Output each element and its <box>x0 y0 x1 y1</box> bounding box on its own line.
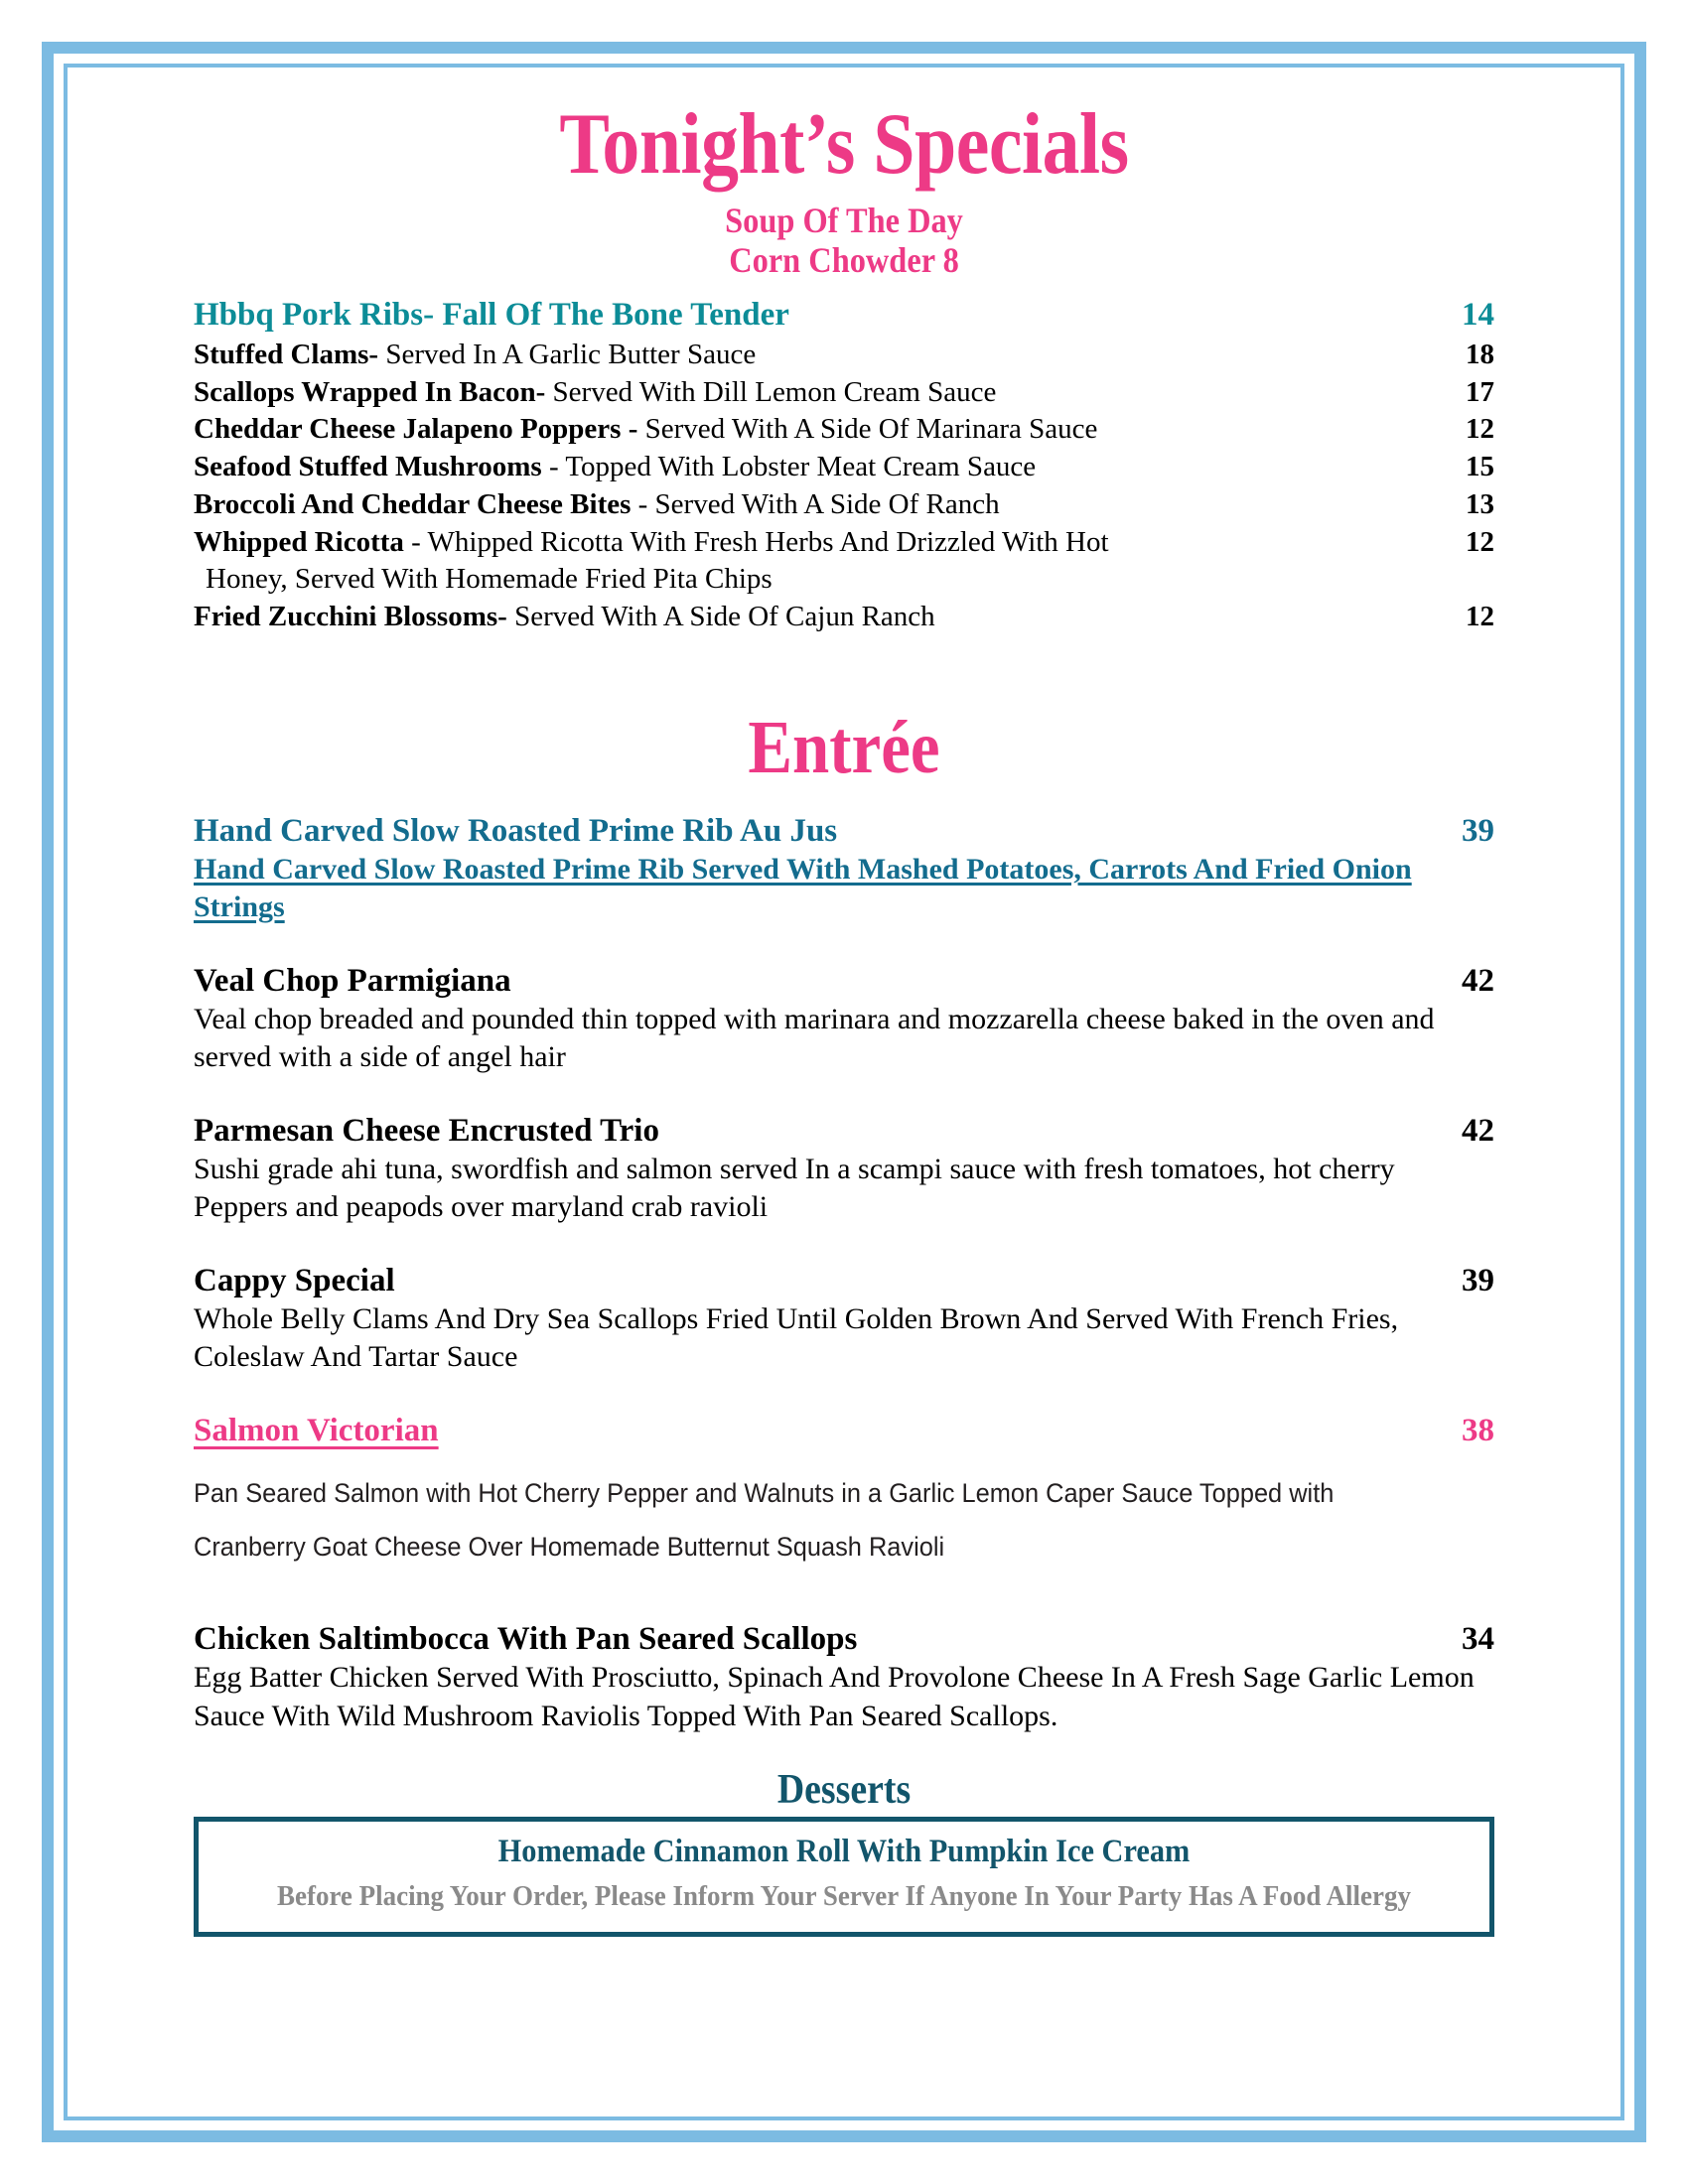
appetizer-row <box>194 449 1494 486</box>
entree-item <box>194 1111 1494 1227</box>
menu-content <box>79 75 1609 2109</box>
appetizer-description-continued: Honey, Served With Homemade Fried Pita Chips <box>206 563 773 596</box>
appetizer-list <box>194 294 1494 635</box>
soup-of-the-day-label: Soup Of The Day <box>725 200 963 240</box>
appetizer-description: Served With A Side Of Marinara Sauce <box>637 413 1098 446</box>
entree-price: 38 <box>1462 1412 1494 1448</box>
appetizer-name: Broccoli And Cheddar Cheese Bites <box>194 487 632 520</box>
entree-price: 42 <box>1462 962 1494 999</box>
appetizer-row <box>194 374 1494 412</box>
appetizer-description: - Served With A Side Of Ranch <box>631 487 1000 520</box>
entree-name: Salmon Victorian <box>194 1412 439 1448</box>
appetizer-text <box>194 524 1425 562</box>
appetizer-row <box>194 486 1494 524</box>
appetizer-name: Seafood Stuffed Mushrooms <box>194 451 542 483</box>
entree-name: Hand Carved Slow Roasted Prime Rib Au Jus <box>194 812 838 849</box>
appetizer-text <box>194 449 1425 486</box>
entree-price: 39 <box>1462 812 1494 849</box>
entree-price: 34 <box>1462 1620 1494 1657</box>
appetizer-description: - Whipped Ricotta With Fresh Herbs And Drizzled With Hot <box>403 525 1109 558</box>
appetizer-row <box>194 411 1494 449</box>
appetizer-name: Hbbq Pork Ribs- Fall Of The Bone Tender <box>194 297 789 334</box>
allergy-notice: Before Placing Your Order, Please Inform Your Server If Anyone In Your Party Has A Food Allergy <box>277 1880 1411 1913</box>
appetizer-text <box>194 337 1425 374</box>
appetizer-text <box>194 374 1425 412</box>
entree-name: Veal Chop Parmigiana <box>194 962 511 999</box>
appetizer-price: 12 <box>1466 600 1494 632</box>
appetizer-row <box>194 337 1494 374</box>
appetizer-price: 14 <box>1462 297 1494 334</box>
entree-item <box>194 961 1494 1077</box>
entree-description: Sushi grade ahi tuna, swordfish and salmon served In a scampi sauce with fresh tomatoes, hot cherry Peppers and peapods over maryland crab ravioli <box>194 1152 1395 1224</box>
entree-header <box>194 1261 1494 1300</box>
entree-item <box>194 1411 1494 1573</box>
desserts-section-title: Desserts <box>776 1767 912 1814</box>
appetizer-description: Served In A Garlic Butter Sauce <box>378 339 757 371</box>
appetizer-price: 13 <box>1466 487 1494 520</box>
dessert-item: Homemade Cinnamon Roll With Pumpkin Ice Cream <box>497 1834 1191 1870</box>
appetizer-price: 15 <box>1466 451 1494 483</box>
entree-description: Hand Carved Slow Roasted Prime Rib Served With Mashed Potatoes, Carrots And Fried Onion Strings <box>194 852 1412 924</box>
appetizer-price: 12 <box>1466 413 1494 446</box>
page-title: Tonight’s Specials <box>559 96 1129 193</box>
entree-description: Egg Batter Chicken Served With Prosciutto, Spinach And Provolone Cheese In A Fresh Sage Garlic Lemon Sauce With Wild Mushroom Raviolis Topped With Pan Seared Scallops. <box>194 1661 1475 1732</box>
appetizer-text <box>194 294 1425 337</box>
appetizer-row <box>194 524 1494 562</box>
entree-item <box>194 811 1494 927</box>
appetizer-description: - Topped With Lobster Meat Cream Sauce <box>541 451 1037 483</box>
appetizer-row <box>194 599 1494 636</box>
entree-header <box>194 1619 1494 1659</box>
dessert-box <box>194 1817 1494 1937</box>
entree-header <box>194 811 1494 851</box>
appetizer-name: Scallops Wrapped In Bacon- <box>194 375 546 408</box>
entree-header <box>194 961 1494 1001</box>
appetizer-name: Cheddar Cheese Jalapeno Poppers - <box>194 413 638 446</box>
entree-item <box>194 1619 1494 1735</box>
appetizer-name: Whipped Ricotta <box>194 525 404 558</box>
entree-section-title: Entrée <box>748 705 940 789</box>
entree-description: Pan Seared Salmon with Hot Cherry Pepper and Walnuts in a Garlic Lemon Caper Sauce Topped with Cranberry Goat Cheese Over Homemade Butternut Squash Ravioli <box>194 1477 1335 1562</box>
appetizer-text <box>194 599 1425 636</box>
entree-name: Cappy Special <box>194 1262 395 1298</box>
entree-item <box>194 1261 1494 1377</box>
entree-price: 39 <box>1462 1262 1494 1298</box>
appetizer-price: 18 <box>1466 339 1494 371</box>
appetizer-text <box>194 411 1425 449</box>
entree-description: Whole Belly Clams And Dry Sea Scallops Fried Until Golden Brown And Served With French Fries, Coleslaw And Tartar Sauce <box>194 1301 1399 1374</box>
entree-header <box>194 1111 1494 1151</box>
appetizer-row <box>194 294 1494 337</box>
entree-description: Veal chop breaded and pounded thin topped with marinara and mozzarella cheese baked in the oven and served with a side of angel hair <box>194 1002 1435 1074</box>
appetizer-name: Stuffed Clams- <box>194 339 379 371</box>
appetizer-price: 12 <box>1466 525 1494 558</box>
appetizer-price: 17 <box>1466 375 1494 408</box>
entree-header <box>194 1411 1494 1450</box>
entree-list <box>194 811 1494 1735</box>
appetizer-description: Served With Dill Lemon Cream Sauce <box>545 375 997 408</box>
soup-of-the-day-item: Corn Chowder 8 <box>729 239 959 280</box>
appetizer-text <box>194 486 1425 524</box>
appetizer-name: Fried Zucchini Blossoms- <box>194 600 507 632</box>
entree-price: 42 <box>1462 1112 1494 1149</box>
appetizer-description: Served With A Side Of Cajun Ranch <box>506 600 935 632</box>
entree-name: Chicken Saltimbocca With Pan Seared Scallops <box>194 1620 858 1657</box>
entree-name: Parmesan Cheese Encrusted Trio <box>194 1112 659 1149</box>
